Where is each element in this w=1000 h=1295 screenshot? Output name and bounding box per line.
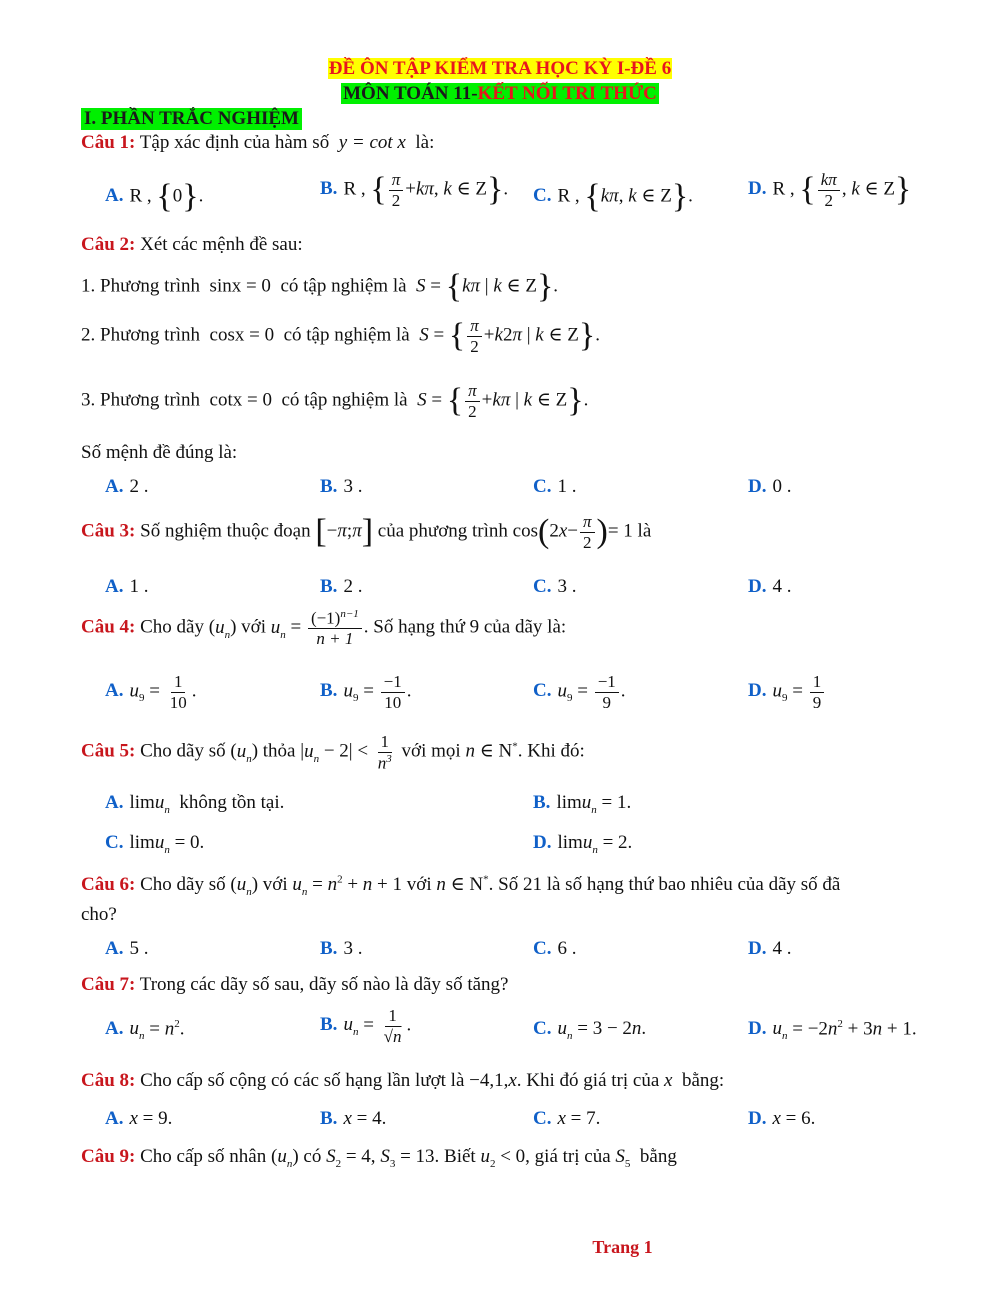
question-tail: bằng — [639, 1146, 677, 1167]
statement-text: 2. Phương trình — [81, 324, 201, 346]
q1-option-c[interactable]: C. R , {kπ, k ∈ Z}. — [533, 178, 693, 215]
question-8: Câu 8: Cho cấp số cộng có các số hạng lần lượt là −4,1,x. Khi đó giá trị của x bằng: — [81, 1070, 725, 1091]
option-value: 3 . — [343, 938, 363, 959]
q8-option-a[interactable]: A. x = 9. — [105, 1108, 173, 1129]
question-with: với — [241, 616, 266, 638]
option-letter: A. — [105, 185, 124, 207]
question-3: Câu 3: Số nghiệm thuộc đoạn [−π;π] của phương trình cos(2x− $\frac{\pi}{2}$ )= 1 là — [81, 512, 652, 552]
option-value: 6 . — [557, 938, 577, 959]
q2-option-b[interactable]: B. 3 . — [320, 476, 363, 497]
question-text: Cho cấp số cộng có các số hạng lần lượt là — [140, 1070, 465, 1091]
section-heading: I. PHẦN TRẮC NGHIỆM — [81, 108, 302, 130]
curriculum-label: KẾT NỐI TRI THỨC — [477, 83, 657, 104]
q5-option-a[interactable]: A. limu$_n$ không tồn tại. — [105, 792, 285, 816]
q4-option-d[interactable]: D. $u_9$ = $\frac{1}{9}$ — [748, 672, 826, 712]
option-value: 1 . — [557, 476, 577, 497]
question-label: Câu 3: — [81, 520, 136, 542]
q1-option-b[interactable]: B. R , { $\frac{\pi}{2}$ +kπ, k ∈ Z}. — [320, 170, 509, 210]
question-text: Xét các mệnh đề sau: — [140, 234, 303, 255]
q4-option-b[interactable]: B. $u_9$ = $\frac{-1}{10}$ . — [320, 672, 412, 712]
q3-option-c[interactable]: C. 3 . — [533, 576, 577, 597]
q6-option-a[interactable]: A. 5 . — [105, 938, 149, 959]
math-expr: cotx = 0 — [209, 389, 272, 411]
q4-option-c[interactable]: C. $u_9$ = $\frac{-1}{9}$ . — [533, 672, 626, 712]
q2-option-a[interactable]: A. 2 . — [105, 476, 149, 497]
q2-option-c[interactable]: C. 1 . — [533, 476, 577, 497]
statement-3: 3. Phương trình cotx = 0 có tập nghiệm là S = { $\frac{\pi}{2}$ +kπ | k ∈ Z}. — [81, 381, 589, 421]
question-9: Câu 9: Cho cấp số nhân $(u_n)$ có $S_2 = 4$, $S_3 = 13$. Biết $u_2 < 0$, giá trị của $S_5$ bằng — [81, 1146, 677, 1170]
question-label: Câu 6: — [81, 874, 136, 895]
question-text: Số nghiệm thuộc đoạn — [140, 520, 311, 542]
option-value: 0 . — [772, 476, 792, 497]
q5-option-b[interactable]: B. limu$_n$ = 1. — [533, 792, 632, 816]
option-letter: B. — [320, 178, 338, 200]
question-label: Câu 1: — [81, 132, 136, 153]
q8-option-d[interactable]: D. x = 6. — [748, 1108, 816, 1129]
math-expr: cosx = 0 — [209, 324, 275, 346]
statement-1: 1. Phương trình sinx = 0 có tập nghiệm là S = {kπ | k ∈ Z}. — [81, 268, 559, 305]
q4-option-a[interactable]: A. $u_9$ = $\frac{1}{10}$ . — [105, 672, 197, 712]
question-label: Câu 4: — [81, 616, 136, 638]
question-label: Câu 7: — [81, 974, 136, 995]
q7-option-d[interactable]: D. $u_n = -2n^2 + 3n + 1$. — [748, 1018, 917, 1043]
exam-title — [0, 58, 1000, 80]
question-4: Câu 4: Cho dãy $(u_n)$ với $u_n$ = $\frac{(-1)^{n-1}}{n + 1}$ . Số hạng thứ 9 của dãy là: — [81, 608, 567, 649]
question-2 — [81, 234, 303, 256]
option-letter: C. — [533, 185, 552, 207]
question-label: Câu 2: — [81, 234, 136, 255]
option-value: 3 . — [557, 576, 577, 597]
question-mid: . Khi đó giá trị của — [516, 1070, 660, 1091]
option-value: 2 . — [343, 576, 363, 597]
option-value: không tồn tại. — [179, 792, 285, 813]
statement-2: 2. Phương trình cosx = 0 có tập nghiệm là S = { $\frac{\pi}{2}$ +k2π | k ∈ Z}. — [81, 316, 600, 356]
statement-text: 3. Phương trình — [81, 389, 201, 411]
question-with: với — [262, 874, 288, 895]
question-mid2: , giá trị của — [525, 1146, 611, 1167]
option-value: 3 . — [343, 476, 363, 497]
q5-option-d[interactable]: D. limu$_n$ = 2. — [533, 832, 633, 856]
question-mid: của phương trình — [377, 520, 508, 542]
q6-option-c[interactable]: C. 6 . — [533, 938, 577, 959]
exam-subtitle — [0, 83, 1000, 105]
subject-label: MÔN TOÁN 11- — [343, 83, 478, 104]
question-tail: là — [637, 520, 652, 542]
question-2-ask: Số mệnh đề đúng là: — [81, 442, 238, 463]
question-6-cont: cho? — [81, 904, 117, 925]
option-value: 2 . — [129, 476, 149, 497]
question-tail: là: — [415, 132, 435, 153]
question-1 — [81, 132, 434, 154]
question-tho: thỏa — [262, 740, 296, 762]
page-number: Trang 1 — [592, 1237, 653, 1257]
statement-text: 1. Phương trình — [81, 275, 201, 297]
question-text: Tập xác định của hàm số — [139, 132, 330, 153]
q8-option-c[interactable]: C. x = 7. — [533, 1108, 601, 1129]
question-7 — [81, 974, 508, 996]
question-tail: . Khi đó: — [517, 740, 585, 762]
q8-option-b[interactable]: B. x = 4. — [320, 1108, 387, 1129]
question-label: Câu 8: — [81, 1070, 136, 1091]
math-expr: y = cot x — [338, 132, 406, 153]
statement-tail: có tập nghiệm là — [281, 389, 408, 411]
question-label: Câu 9: — [81, 1146, 136, 1167]
exam-title-text: ĐỀ ÔN TẬP KIỂM TRA HỌC KỲ I-ĐỀ 6 — [328, 58, 672, 79]
question-voi: với mọi — [401, 740, 461, 762]
question-text: Trong các dãy số sau, dãy số nào là dãy số tăng? — [139, 974, 509, 995]
question-text: Cho dãy số — [140, 740, 226, 762]
q7-option-a[interactable]: A. $u_n = n^2$. — [105, 1018, 185, 1043]
question-text: Cho cấp số nhân — [140, 1146, 267, 1167]
question-text: Cho dãy số — [140, 874, 226, 895]
question-label: Câu 5: — [81, 740, 136, 762]
q1-option-a[interactable]: A. R , {0}. — [105, 178, 204, 215]
option-value: 4 . — [772, 576, 792, 597]
option-letter: D. — [748, 178, 767, 200]
question-5: Câu 5: Cho dãy số $(u_n)$ thỏa $|u_n - 2|$ < $\frac{1}{n^3}$ với mọi n ∈ N*. Khi đó: — [81, 732, 585, 773]
option-value: 5 . — [129, 938, 149, 959]
question-tail: . Số hạng thứ 9 của dãy là: — [363, 616, 567, 638]
question-mid: . Biết — [434, 1146, 476, 1167]
q7-option-c[interactable]: C. $u_n = 3 - 2n$. — [533, 1018, 647, 1042]
question-tail: bằng: — [681, 1070, 725, 1091]
statement-tail: có tập nghiệm là — [283, 324, 410, 346]
q5-option-c[interactable]: C. limu$_n$ = 0. — [105, 832, 205, 856]
question-voi: với — [406, 874, 432, 895]
q2-option-d[interactable]: D. 0 . — [748, 476, 792, 497]
q6-option-d[interactable]: D. 4 . — [748, 938, 792, 959]
q3-option-d[interactable]: D. 4 . — [748, 576, 792, 597]
question-6: Câu 6: Cho dãy số $(u_n)$ với $u_n = n^2 + n + 1$ với n ∈ N*. Số 21 là số hạng thứ bao nhiêu của dãy số đã — [81, 873, 841, 898]
question-co: có — [303, 1146, 322, 1167]
question-tail: . Số 21 là số hạng thứ bao nhiêu của dãy số đã — [488, 874, 841, 895]
option-value: 1 . — [129, 576, 149, 597]
q1-option-d[interactable]: D. R , { $\frac{k\pi}{2}$ , k ∈ Z} — [748, 170, 912, 210]
q6-option-b[interactable]: B. 3 . — [320, 938, 363, 959]
question-text: Cho dãy — [140, 616, 204, 638]
q3-option-a[interactable]: A. 1 . — [105, 576, 149, 597]
q3-option-b[interactable]: B. 2 . — [320, 576, 363, 597]
q7-option-b[interactable]: B. $u_n$ = $\frac{1}{√n}$ . — [320, 1006, 412, 1046]
math-expr: sinx = 0 — [209, 275, 271, 297]
statement-tail: có tập nghiệm là — [280, 275, 407, 297]
option-value: 4 . — [772, 938, 792, 959]
